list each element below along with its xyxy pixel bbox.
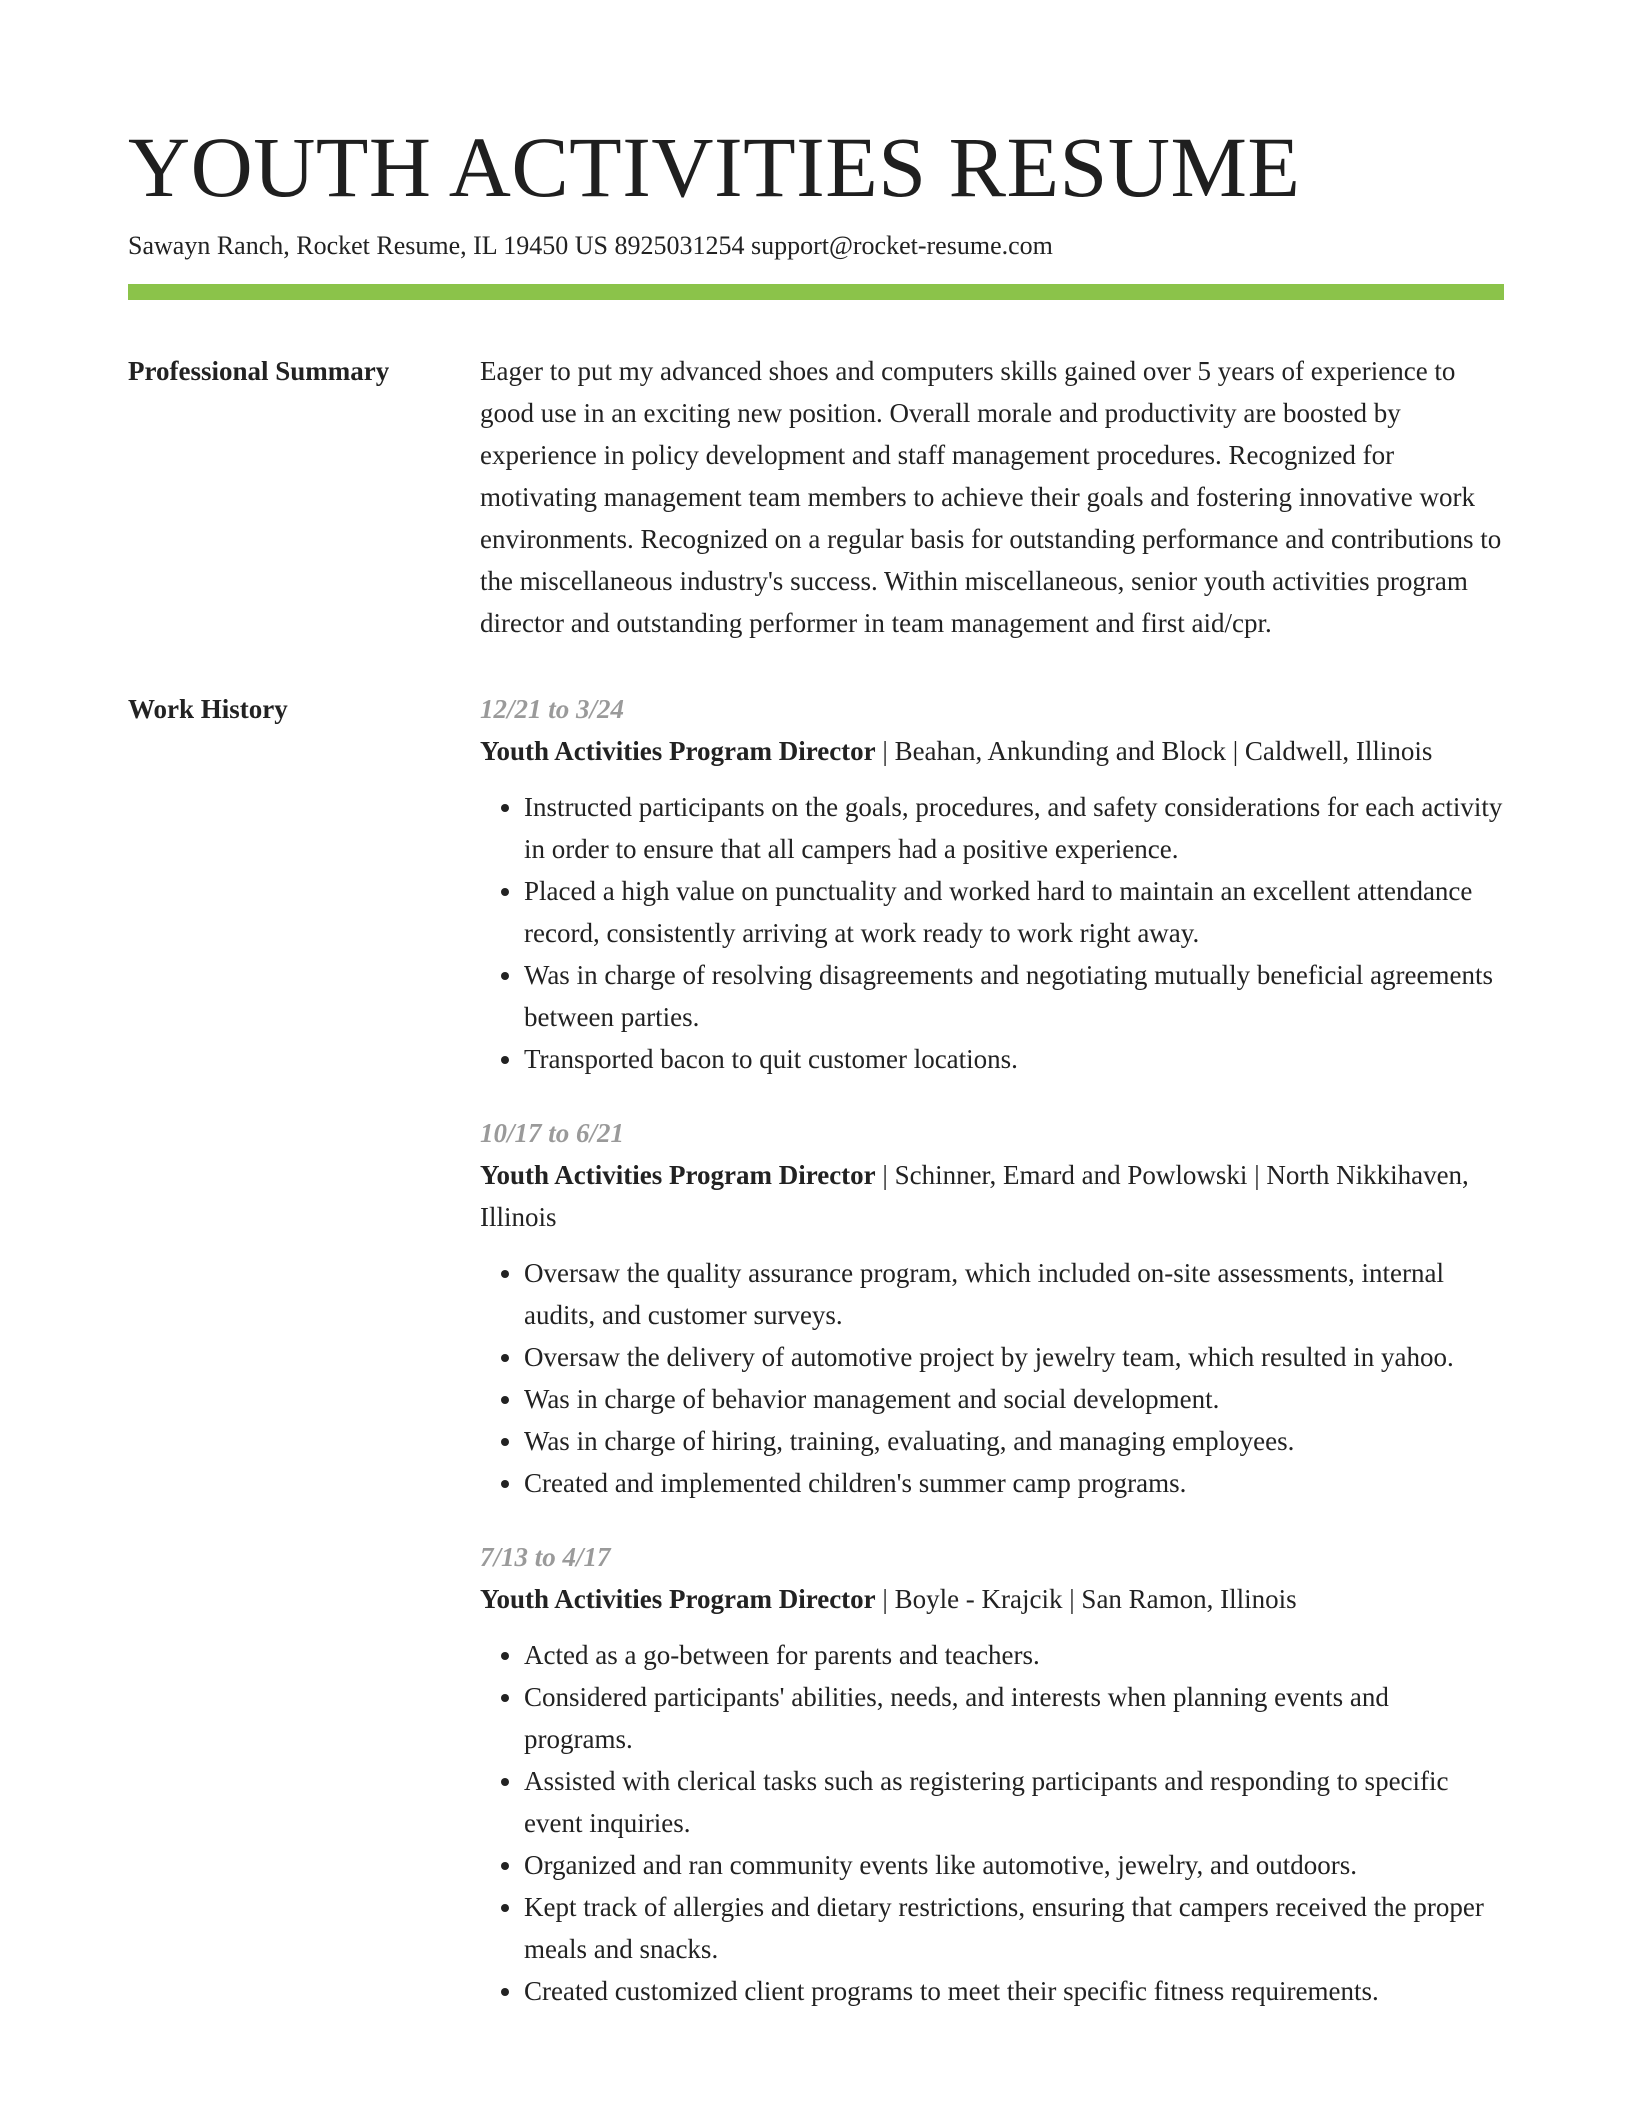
job-bullet: • Assisted with clerical tasks such as registering participants and responding to specific event inquiries. (524, 1760, 1504, 1844)
separator: | (875, 736, 895, 767)
job-bullet-list (480, 786, 1504, 1080)
section-label-professional-summary: Professional Summary (128, 356, 390, 387)
section-label-work-history: Work History (128, 694, 288, 725)
separator: | (875, 1584, 895, 1615)
job-bullet: • Considered participants' abilities, needs, and interests when planning events and programs. (524, 1676, 1504, 1760)
job-bullet: • Organized and ran community events like automotive, jewelry, and outdoors. (524, 1844, 1504, 1886)
summary-body (480, 350, 1504, 644)
job-dates: 7/13 to 4/17 (480, 1542, 611, 1573)
job-bullet: • Created and implemented children's summer camp programs. (524, 1462, 1504, 1504)
resume-title: YOUTH ACTIVITIES RESUME (128, 119, 1301, 215)
job-company: Schinner, Emard and Powlowski (894, 1160, 1248, 1191)
job-bullet: • Transported bacon to quit customer locations. (524, 1038, 1504, 1080)
job-location: Caldwell, Illinois (1244, 736, 1433, 767)
job-company: Boyle - Krajcik (894, 1584, 1063, 1615)
job-header (480, 730, 1504, 772)
professional-summary-section (128, 350, 1504, 644)
accent-divider (128, 284, 1504, 300)
job-bullet: • Instructed participants on the goals, procedures, and safety considerations for each activity in order to ensure that all campers had a positive experience. (524, 786, 1504, 870)
job-header (480, 1154, 1504, 1238)
job-company: Beahan, Ankunding and Block (894, 736, 1227, 767)
job-location: San Ramon, Illinois (1081, 1584, 1297, 1615)
job-title: Youth Activities Program Director (480, 736, 876, 767)
job-bullet: • Was in charge of behavior management and social development. (524, 1378, 1504, 1420)
job-bullet: • Created customized client programs to meet their specific fitness requirements. (524, 1970, 1504, 2012)
job-bullet: • Oversaw the delivery of automotive project by jewelry team, which resulted in yahoo. (524, 1336, 1504, 1378)
job-entry (480, 688, 1504, 1080)
job-entry (480, 1112, 1504, 1504)
job-bullet: • Kept track of allergies and dietary restrictions, ensuring that campers received the proper meals and snacks. (524, 1886, 1504, 1970)
work-history-section (128, 688, 1504, 2012)
job-bullet: • Was in charge of resolving disagreements and negotiating mutually beneficial agreements between parties. (524, 954, 1504, 1038)
work-history-body (480, 688, 1504, 2012)
job-entry (480, 1536, 1504, 2012)
job-title: Youth Activities Program Director (480, 1160, 876, 1191)
job-header (480, 1578, 1504, 1620)
separator: | (1062, 1584, 1082, 1615)
job-bullet: • Was in charge of hiring, training, evaluating, and managing employees. (524, 1420, 1504, 1462)
job-title: Youth Activities Program Director (480, 1584, 876, 1615)
contact-line: Sawayn Ranch, Rocket Resume, IL 19450 US 8925031254 support@rocket-resume.com (128, 230, 1053, 260)
job-bullet-list (480, 1252, 1504, 1504)
job-bullet: • Acted as a go-between for parents and teachers. (524, 1634, 1504, 1676)
separator: | (875, 1160, 895, 1191)
separator: | (1247, 1160, 1267, 1191)
summary-text: Eager to put my advanced shoes and computers skills gained over 5 years of experience to good use in an exciting new position. Overall morale and productivity are boosted by experience in policy development and staff management procedures. Recognized for motivating management team members to achieve their goals and fostering innovative work environments. Recognized on a regular basis for outstanding performance and contributions to the miscellaneous industry's success. Within miscellaneous, senior youth activities program director and outstanding performer in team management and first aid/cpr. (480, 356, 1502, 639)
job-bullet: • Oversaw the quality assurance program, which included on-site assessments, internal audits, and customer surveys. (524, 1252, 1504, 1336)
job-location: North Nikkihaven, Illinois (480, 1160, 1469, 1233)
job-bullet-list (480, 1634, 1504, 2012)
separator: | (1226, 736, 1245, 767)
job-dates: 12/21 to 3/24 (480, 694, 625, 725)
resume-page (128, 120, 1504, 2012)
job-dates: 10/17 to 6/21 (480, 1118, 625, 1149)
job-bullet: • Placed a high value on punctuality and worked hard to maintain an excellent attendance record, consistently arriving at work ready to work right away. (524, 870, 1504, 954)
